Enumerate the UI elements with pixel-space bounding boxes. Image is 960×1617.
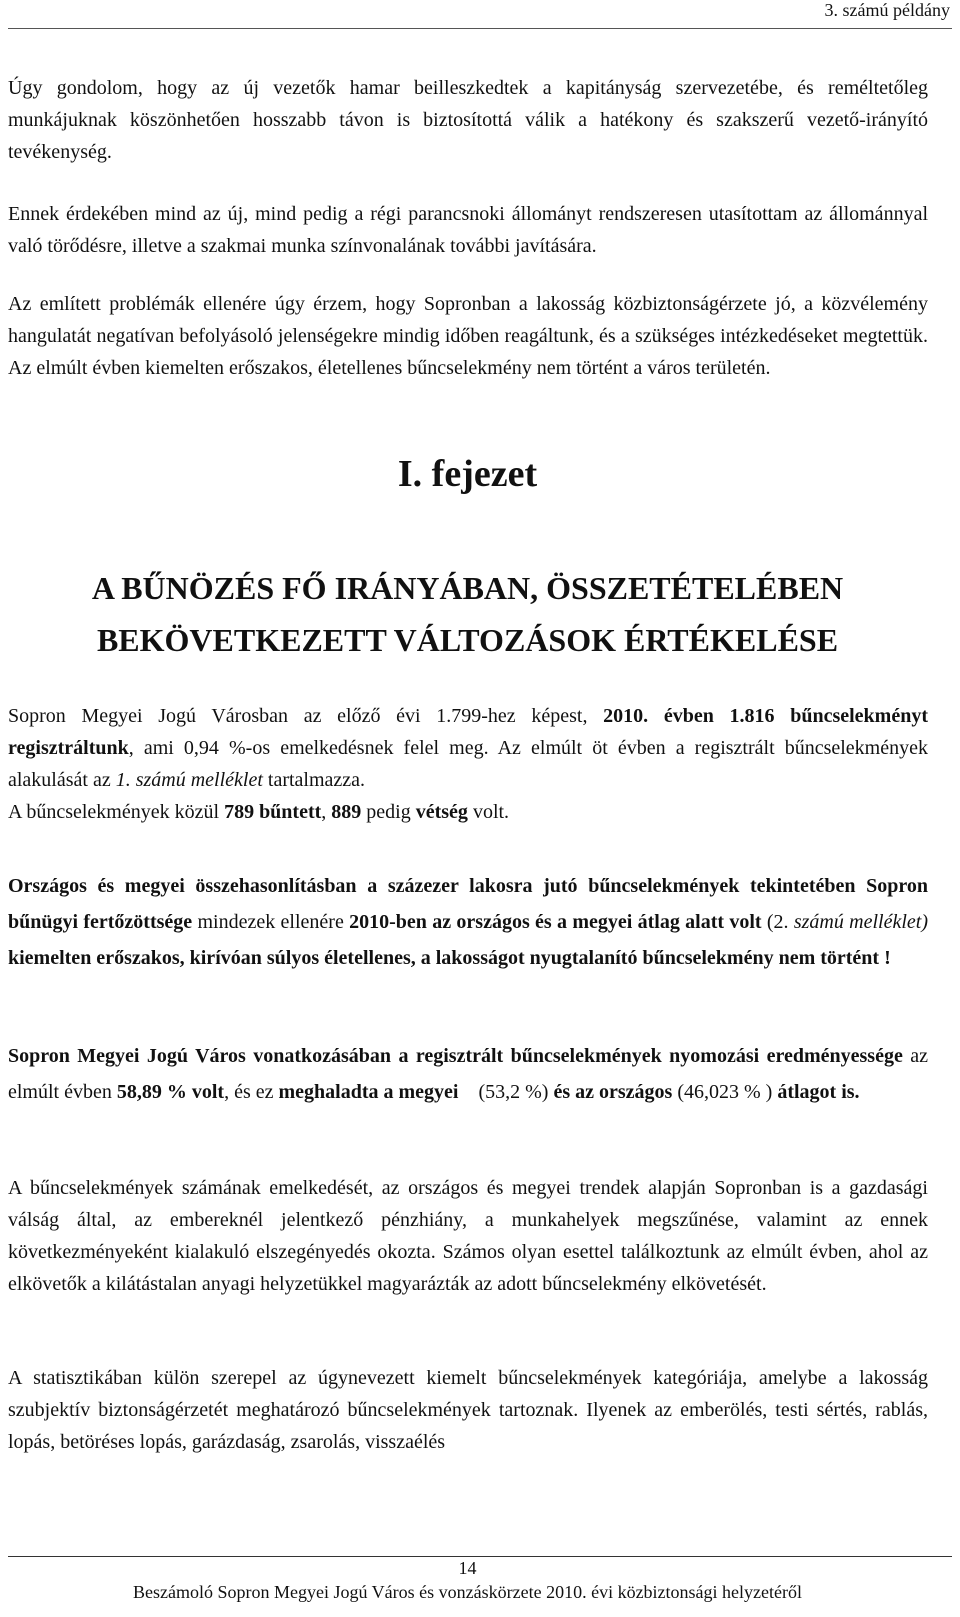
paragraph-3: Az említett problémák ellenére úgy érzem, hogy Sopronban a lakosság közbiztonságérzete jó, a közvélemény hangulatát negatívan befolyásoló jelenségekre mindig időben reagáltunk, és a szükséges intézkedéseket megtettük. Az elmúlt évben kiemelten erőszakos, életellenes bűncselekmény nem történt a város területén.	[8, 293, 928, 379]
paragraph-comparison: Országos és megyei összehasonlításban a százezer lakosra jutó bűncselekmények tekintetében Sopron bűnügyi fertőzöttsége mindezek ellenére 2010-ben az országos és a megyei átlag alatt volt (2. számú melléklet) kiemelten erőszakos, kirívóan súlyos életellenes, a lakosságot nyugtalanító bűncselekmény nem történt !	[8, 875, 928, 969]
paragraph-causes: A bűncselekmények számának emelkedését, az országos és megyei trendek alapján Sopronban is a gazdasági válság által, az embereknél jelentkező pénzhiány, a munkahelyek megszűnése, valamint az ennek következményeként kialakuló elszegényedés okozta. Számos olyan esettel találkoztunk az elmúlt évben, ahol az elkövetők a kilátástalan anyagi helyzetükkel magyarázták az adott bűncselekmény elkövetését.	[8, 1177, 928, 1295]
paragraph-statistics: A statisztikában külön szerepel az úgynevezett kiemelt bűncselekmények kategóriája, amelybe a lakosság szubjektív biztonságérzetét meghatározó bűncselekmények tartoznak. Ilyenek az emberölés, testi sértés, rablás, lopás, betöréses lopás, garázdaság, zsarolás, visszaélés	[8, 1367, 928, 1453]
paragraph-crime-count: Sopron Megyei Jogú Városban az előző évi 1.799-hez képest, 2010. évben 1.816 bűncselekményt regisztráltunk, ami 0,94 %-os emelkedésnek felel meg. Az elmúlt öt évben a regisztrált bűncselekmények alakulását az 1. számú melléklet tartalmazza. A bűncselekmények közül 789 bűntett, 889 pedig vétség volt.	[8, 705, 928, 823]
paragraph-1: Úgy gondolom, hogy az új vezetők hamar beilleszkedtek a kapitányság szervezetébe, és reméltetőleg munkájuknak köszönhetően hosszabb távon is biztosítottá válik a hatékony és szakszerű vezető-irányító tevékenység.	[8, 77, 928, 163]
chapter-title-line-2: BEKÖVETKEZETT VÁLTOZÁSOK ÉRTÉKELÉSE	[96, 622, 839, 658]
footer-title: Beszámoló Sopron Megyei Jogú Város és vonzáskörzete 2010. évi közbiztonsági helyzetéről	[133, 1582, 802, 1602]
annex-reference-2: számú melléklet)	[793, 911, 928, 933]
chapter-title-line-1: A BŰNÖZÉS FŐ IRÁNYÁBAN, ÖSSZETÉTELÉBEN	[91, 570, 844, 606]
page-number: 14	[458, 1558, 477, 1578]
crime-count-highlight: 2010. évben 1.816 bűncselekményt regisztráltunk	[8, 705, 928, 759]
copy-number-label: 3. számú példány	[824, 0, 950, 20]
paragraph-efficiency: Sopron Megyei Jogú Város vonatkozásában a regisztrált bűncselekmények nyomozási eredményessége az elmúlt évben 58,89 % volt, és ez meghaladta a megyei (53,2 %) és az országos (46,023 % ) átlagot is.	[8, 1045, 928, 1103]
chapter-number: I. fejezet	[397, 453, 538, 495]
header-divider	[8, 28, 952, 29]
paragraph-2: Ennek érdekében mind az új, mind pedig a régi parancsnoki állományt rendszeresen utasítottam az állománnyal való törődésre, illetve a szakmai munka színvonalának további javítására.	[8, 203, 928, 257]
chapter-title	[0, 562, 935, 666]
annex-reference-1: 1. számú melléklet	[115, 769, 263, 791]
footer-divider	[8, 1556, 952, 1557]
